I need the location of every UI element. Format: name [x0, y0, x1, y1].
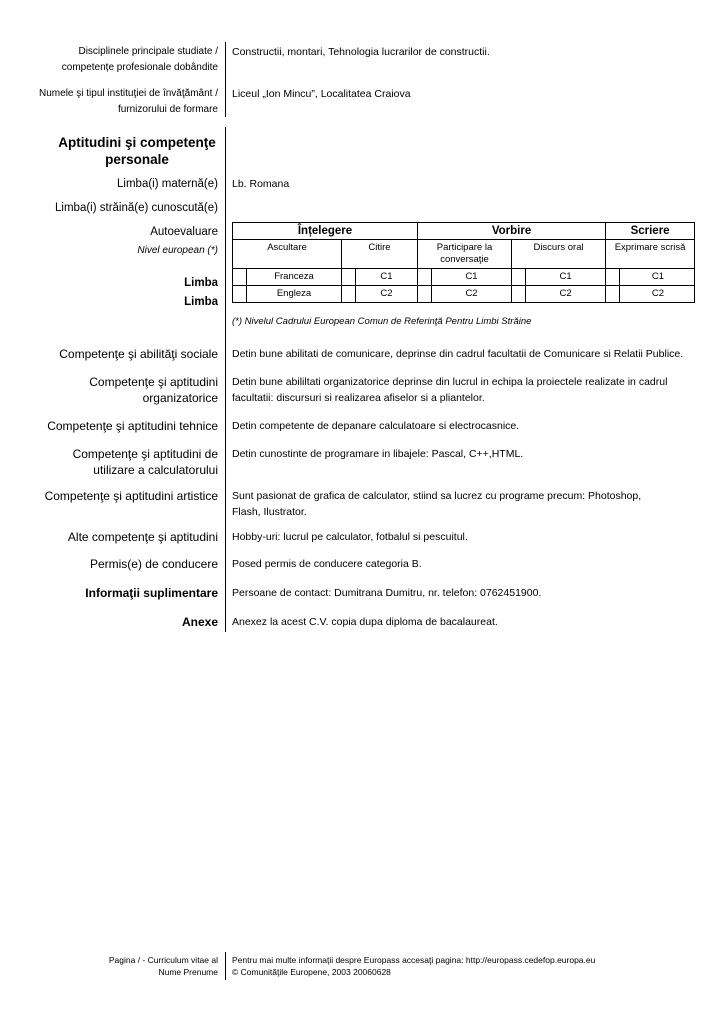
other-skills-label: Alte competenţe şi aptitudini: [67, 530, 218, 544]
separator-line: [225, 127, 226, 632]
footer-page-label: Pagina / - Curriculum vitae al: [108, 955, 218, 965]
language-row-label-2: Limba: [184, 296, 218, 308]
social-skills-value: Detin bune abilitati de comunicare, deprinse din cadrul facultatii de Comunicare si Relatii Publice.: [232, 348, 684, 360]
table-cell: C2: [356, 286, 418, 303]
table-cell: [233, 286, 247, 303]
table-cell: [233, 269, 247, 286]
table-cell: C2: [620, 286, 695, 303]
mother-tongue-value: Lb. Romana: [232, 178, 290, 190]
table-cell: C1: [526, 269, 606, 286]
subjects-label: Disciplinele principale studiate / competențe profesionale dobândite: [61, 46, 218, 73]
table-cell: Engleza: [247, 286, 342, 303]
table-row: [233, 269, 695, 286]
table-row: [233, 286, 695, 303]
table-cell: [342, 269, 356, 286]
table-cell: C1: [620, 269, 695, 286]
subheader-ascultare: Ascultare: [233, 240, 342, 269]
table-cell: [512, 286, 526, 303]
footer-left: [36, 954, 218, 978]
driving-licence-value: Posed permis de conducere categoria B.: [232, 558, 422, 570]
table-cell: [512, 269, 526, 286]
mother-tongue-label: Limba(i) maternă(e): [117, 178, 218, 190]
technical-skills-label: Competenţe şi aptitudini tehnice: [47, 419, 218, 433]
table-cell: [418, 286, 432, 303]
language-row-label-1: Limba: [184, 277, 218, 289]
self-assessment-label: Autoevaluare: [150, 226, 218, 238]
technical-skills-value: Detin competente de depanare calculatoare si electrocasnice.: [232, 420, 520, 432]
driving-licence-label: Permis(e) de conducere: [89, 557, 218, 571]
table-cell: [342, 286, 356, 303]
social-skills-label: Competenţe şi abilităţi sociale: [59, 347, 218, 361]
computer-skills-label: Competenţe şi aptitudini de utilizare a calculatorului: [72, 447, 218, 477]
organisational-skills-label: Competenţe şi aptitudini organizatorice: [89, 375, 218, 405]
personal-skills-heading: Aptitudini şi competenţe personale: [58, 135, 216, 167]
additional-info-label: Informaţii suplimentare: [85, 586, 218, 600]
foreign-languages-label: Limba(i) străină(e) cunoscută(e): [55, 202, 218, 214]
european-level-label: Nivel european (*): [137, 245, 218, 256]
subheader-discurs-oral: Discurs oral: [512, 240, 606, 269]
cefr-note: (*) Nivelul Cadrului European Comun de Referinţă Pentru Limbi Străine: [232, 316, 532, 327]
computer-skills-value: Detin cunostinte de programare in libajele: Pascal, C++,HTML.: [232, 448, 524, 460]
footer-copyright: © Comunităţile Europene, 2003 20060628: [232, 967, 391, 977]
header-vorbire: Vorbire: [418, 223, 606, 240]
table-cell: C1: [432, 269, 512, 286]
table-cell: C1: [356, 269, 418, 286]
annexes-label: Anexe: [181, 615, 218, 629]
language-table: [232, 222, 695, 303]
table-cell: [606, 269, 620, 286]
artistic-skills-value: Sunt pasionat de grafica de calculator, stiind sa lucrez cu programe precum: Photoshop, Flash, Ilustrator.: [232, 490, 642, 518]
subheader-participare: Participare la conversaţie: [418, 240, 512, 269]
subjects-value: Constructii, montari, Tehnologia lucrarilor de constructii.: [232, 46, 490, 58]
annexes-value: Anexez la acest C.V. copia dupa diploma de bacalaureat.: [232, 616, 498, 628]
header-intelegere: Înțelegere: [233, 223, 418, 240]
artistic-skills-label: Competenţe şi aptitudini artistice: [44, 489, 218, 503]
footer-europass-info: Pentru mai multe informaţii despre Europass accesaţi pagina: http://europass.cedefop.europa.eu: [232, 955, 596, 965]
table-cell: [606, 286, 620, 303]
subheader-citire: Citire: [342, 240, 418, 269]
table-cell: Franceza: [247, 269, 342, 286]
footer-name-label: Nume Prenume: [158, 967, 218, 977]
table-cell: C2: [432, 286, 512, 303]
footer-right: [232, 954, 712, 978]
organisational-skills-value: Detin bune abililtati organizatorice deprinse din lucrul in echipa la proiectele realizate in cadrul facultatii: discursuri si realizarea afiselor si a pliantelor.: [232, 376, 668, 404]
separator-line: [225, 42, 226, 117]
subheader-exprimare-scrisa: Exprimare scrisă: [606, 240, 695, 269]
additional-info-value: Persoane de contact: Dumitrana Dumitru, nr. telefon: 0762451900.: [232, 587, 542, 599]
footer-separator-line: [225, 952, 226, 980]
institution-value: Liceul „Ion Mincu”, Localitatea Craiova: [232, 88, 411, 100]
header-scriere: Scriere: [606, 223, 695, 240]
table-cell: C2: [526, 286, 606, 303]
institution-label: Numele şi tipul instituţiei de învăţământ / furnizorului de formare: [39, 88, 218, 115]
table-cell: [418, 269, 432, 286]
other-skills-value: Hobby-uri: lucrul pe calculator, fotbalul si pescuitul.: [232, 531, 468, 543]
